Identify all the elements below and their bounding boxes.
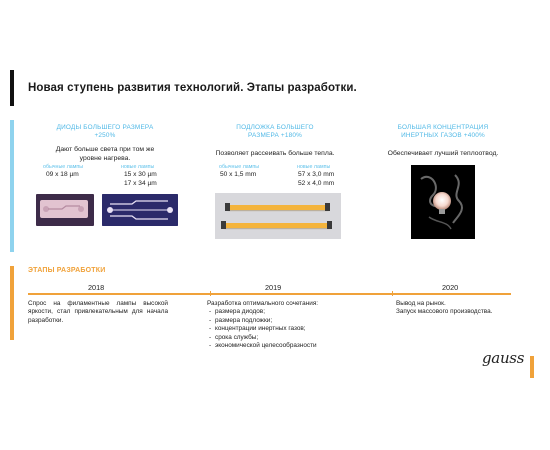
timeline-tick bbox=[210, 291, 211, 296]
timeline-tick bbox=[392, 291, 393, 296]
stage-2020-block bbox=[396, 300, 536, 317]
feature-diodes-old-label: обычные лампы bbox=[43, 164, 84, 170]
year-2018-label: 2018 bbox=[88, 283, 105, 292]
stage-2019-intro: Разработка оптимального сочетания: bbox=[207, 300, 319, 307]
stages-accent-bar bbox=[10, 266, 14, 340]
feature-substrate-old-value: 50 x 1,5 mm bbox=[220, 171, 257, 178]
feature-substrate-new-value-1: 57 x 3,0 mm bbox=[298, 171, 335, 178]
list-item: - концентрации инертных газов; bbox=[207, 325, 367, 333]
substrate-rods-photo bbox=[215, 193, 341, 239]
title-accent-bar bbox=[10, 70, 14, 106]
feature-diodes-new-value-2: 17 x 34 µm bbox=[124, 180, 157, 187]
small-diode-photo bbox=[36, 194, 94, 226]
feature-substrate-new-value-2: 52 x 4,0 mm bbox=[298, 180, 335, 187]
year-2019-label: 2019 bbox=[265, 283, 282, 292]
large-diode-photo bbox=[102, 194, 178, 226]
feature-substrate-old-label: обычные лампы bbox=[219, 164, 260, 170]
lamp-smoke-photo bbox=[411, 165, 475, 239]
logo-accent-bar bbox=[530, 356, 534, 378]
feature-gas-heading: БОЛЬШАЯ КОНЦЕНТРАЦИЯ ИНЕРТНЫХ ГАЗОВ +400% bbox=[397, 124, 489, 139]
stage-2019-block bbox=[207, 300, 367, 350]
feature-substrate-description: Позволяет рассеивать больше тепла. bbox=[215, 150, 335, 157]
stage-2020-line-1: Вывод на рынок. bbox=[396, 300, 446, 307]
feature-diodes-new-value-1: 15 x 30 µm bbox=[124, 171, 157, 178]
feature-diodes-old-value: 09 x 18 µm bbox=[46, 171, 79, 178]
feature-diodes-description: Дают больше света при том же уровне нагрева. bbox=[55, 146, 155, 162]
stages-title: ЭТАПЫ РАЗРАБОТКИ bbox=[28, 267, 106, 274]
gauss-logo: gauss bbox=[482, 349, 525, 367]
feature-diodes-new-label: новые лампы bbox=[121, 164, 155, 170]
feature-diodes-heading: ДИОДЫ БОЛЬШЕГО РАЗМЕРА +250% bbox=[56, 124, 154, 139]
feature-substrate-new-label: новые лампы bbox=[297, 164, 331, 170]
list-item: - срока службы; bbox=[207, 334, 367, 342]
list-item: - размера диодов; bbox=[207, 308, 367, 316]
features-accent-bar bbox=[10, 120, 14, 252]
stage-2018-text: Спрос на филаментные лампы высокой яркости, стал привлекательным для начала разработки. bbox=[28, 300, 168, 324]
list-item: - размера подложки; bbox=[207, 317, 367, 325]
page-title: Новая ступень развития технологий. Этапы разработки. bbox=[28, 82, 357, 94]
list-item: - экономической целесообразности bbox=[207, 342, 367, 350]
feature-substrate-heading: ПОДЛОЖКА БОЛЬШЕГО РАЗМЕРА +180% bbox=[236, 124, 314, 139]
feature-gas-description: Обеспечивает лучший теплоотвод. bbox=[387, 150, 499, 157]
timeline-line bbox=[28, 293, 511, 295]
stage-2019-list bbox=[207, 308, 367, 350]
stage-2020-line-2: Запуск массового производства. bbox=[396, 308, 493, 316]
year-2020-label: 2020 bbox=[442, 283, 459, 292]
